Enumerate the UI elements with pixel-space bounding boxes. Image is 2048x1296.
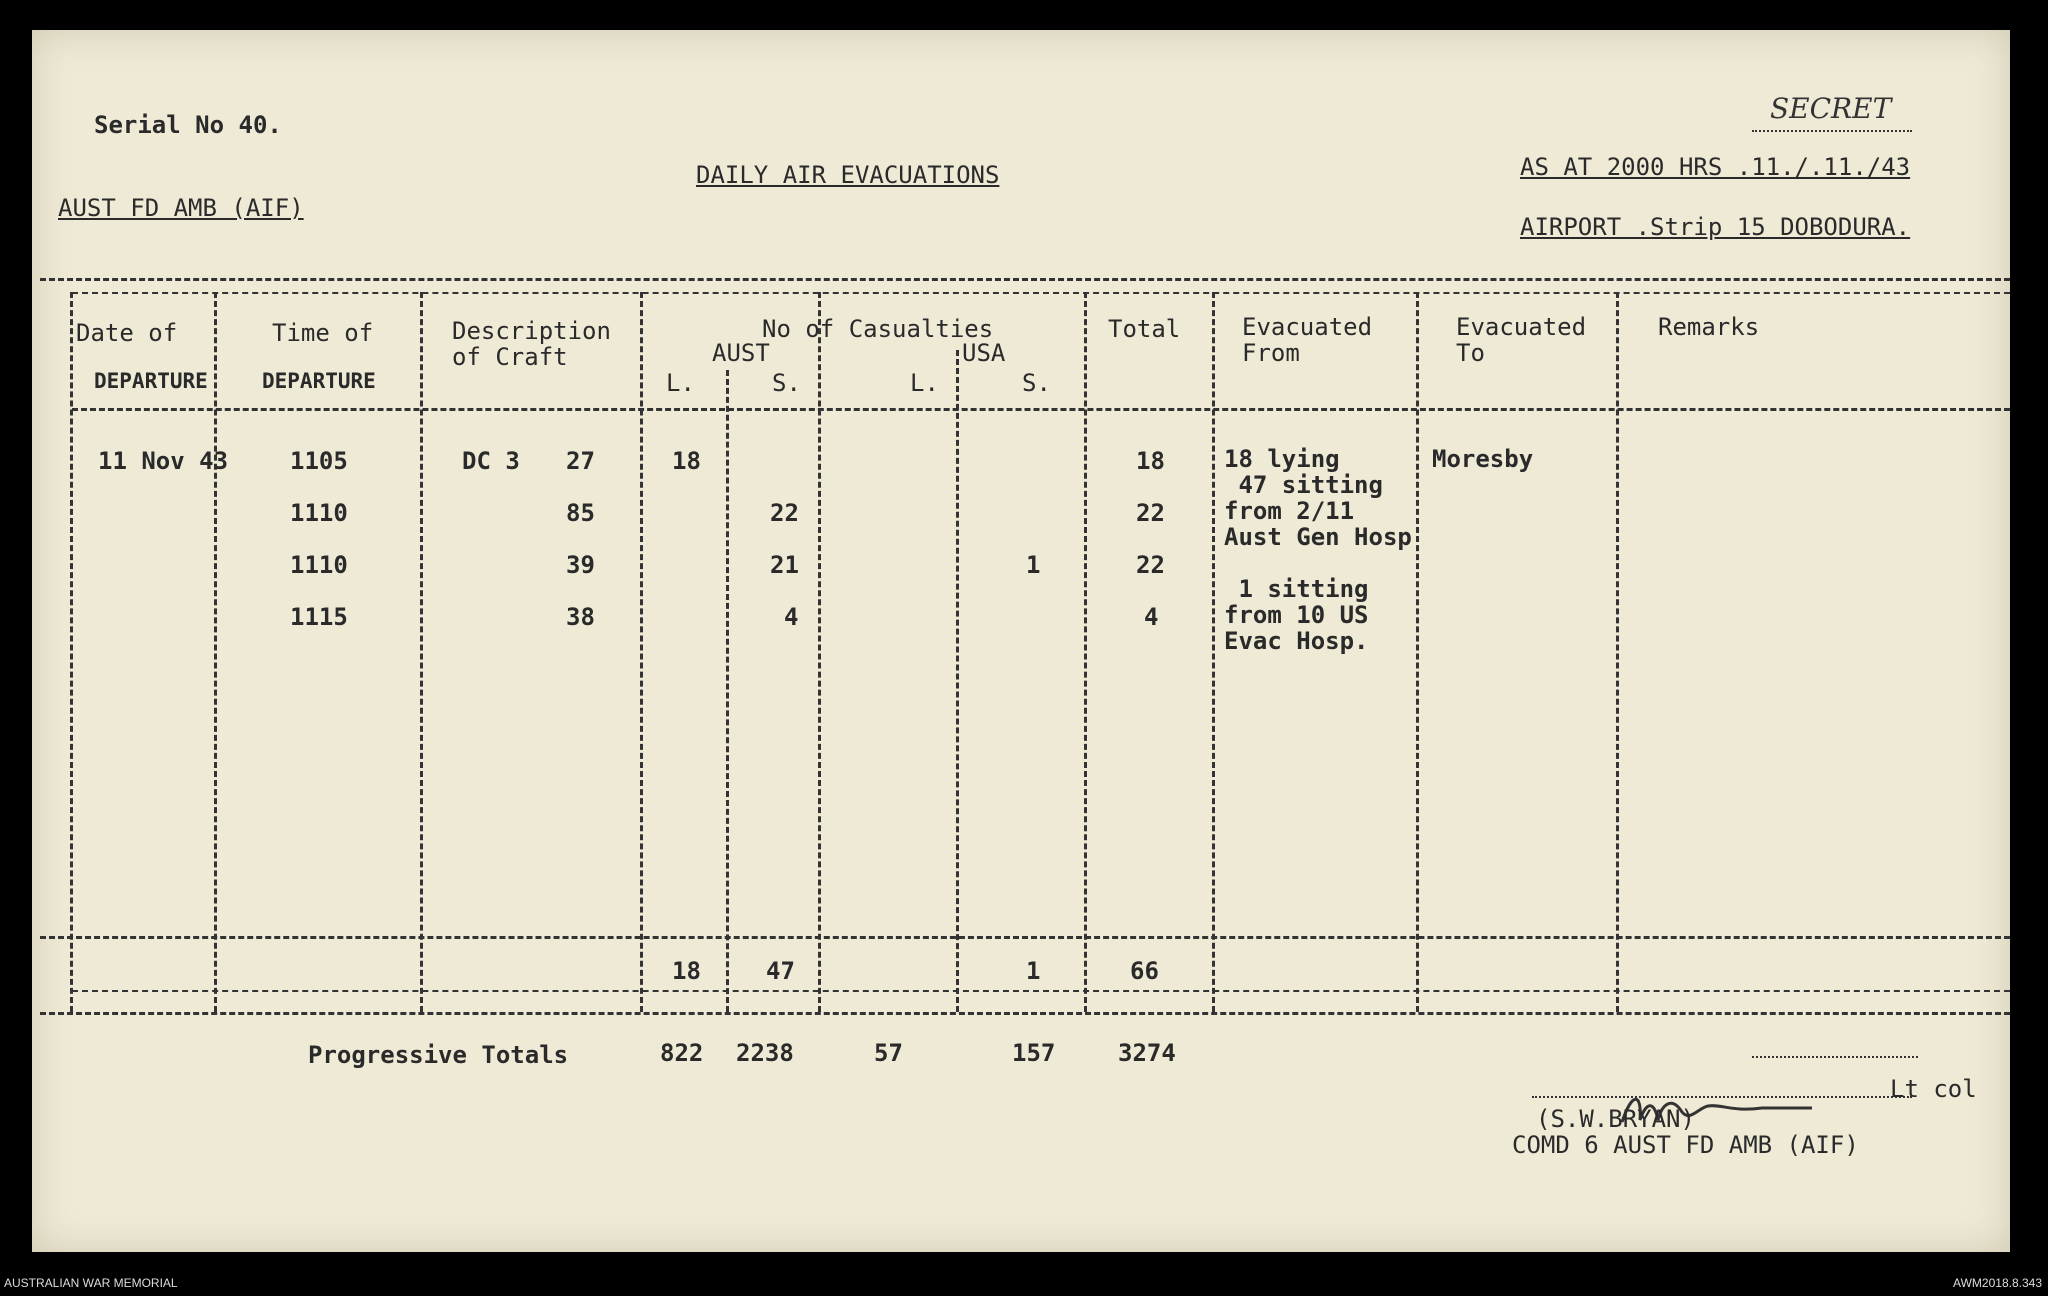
header-aust: AUST: [712, 339, 770, 367]
progressive-label: Progressive Totals: [308, 1041, 569, 1069]
header-remarks: Remarks: [1658, 313, 1760, 341]
secret-stamp: SECRET: [1770, 92, 1892, 125]
header-aust-l: L.: [666, 369, 695, 397]
row4-total: 4: [1144, 603, 1159, 631]
row1-time: 1105: [290, 447, 348, 475]
progressive-total: 3274: [1118, 1039, 1176, 1067]
col-line-aust-s: [818, 292, 821, 1012]
header-time-sub: DEPARTURE: [262, 369, 376, 393]
row3-usa-s: 1: [1026, 551, 1041, 579]
as-at-date: AS AT 2000 HRS .11./.11./43: [1520, 153, 1911, 181]
header-date-sub: DEPARTURE: [94, 369, 208, 393]
document-page: [32, 30, 2010, 1252]
header-date: Date of: [76, 319, 178, 347]
row3-craft-no: 39: [566, 551, 595, 579]
header-aust-s: S.: [772, 369, 801, 397]
col-line-aust-l: [726, 370, 729, 1012]
progressive-usa-l: 57: [874, 1039, 903, 1067]
progressive-usa-s: 157: [1012, 1039, 1056, 1067]
total-usa-s: 1: [1026, 957, 1041, 985]
table-header-top: [72, 292, 2010, 294]
row4-time: 1115: [290, 603, 348, 631]
totals-bottom-1: [72, 990, 2010, 992]
col-line-time: [420, 292, 423, 1012]
footer-accession: AWM2018.8.343: [1953, 1276, 2042, 1290]
header-usa-s: S.: [1022, 369, 1051, 397]
header-casualties: No of Casualties: [762, 315, 994, 343]
row1-total: 18: [1136, 447, 1165, 475]
col-line-date: [214, 292, 217, 1012]
row3-aust-s: 21: [770, 551, 799, 579]
header-time: Time of: [272, 319, 374, 347]
archive-footer: [0, 1270, 2048, 1296]
total-aust-s: 47: [766, 957, 795, 985]
signature-name: (S.W.BRYAN): [1536, 1105, 1695, 1133]
row1-craft-no: 27: [566, 447, 595, 475]
airport-name: AIRPORT .Strip 15 DOBODURA.: [1520, 213, 1911, 241]
footer-source: AUSTRALIAN WAR MEMORIAL: [4, 1276, 178, 1290]
signature-dotted-top: [1752, 1056, 1918, 1058]
header-usa: USA: [962, 339, 1006, 367]
col-line-to: [1616, 292, 1619, 1012]
document-title: DAILY AIR EVACUATIONS: [696, 161, 1000, 189]
col-line-usa-s: [1084, 292, 1087, 1012]
evacuated-to-text: Moresby: [1432, 445, 1534, 473]
col-line-from: [1416, 292, 1419, 1012]
row2-aust-s: 22: [770, 499, 799, 527]
row2-time: 1110: [290, 499, 348, 527]
row2-total: 22: [1136, 499, 1165, 527]
secret-underline: [1752, 130, 1912, 132]
row3-total: 22: [1136, 551, 1165, 579]
row1-date: 11 Nov 43: [98, 447, 229, 475]
header-total: Total: [1108, 315, 1181, 343]
row3-time: 1110: [290, 551, 348, 579]
header-usa-l: L.: [910, 369, 939, 397]
signature-rank: Lt col: [1890, 1075, 1977, 1103]
progressive-aust-l: 822: [660, 1039, 704, 1067]
row4-aust-s: 4: [784, 603, 799, 631]
table-top-rule: [40, 278, 2010, 281]
signature-title: COMD 6 AUST FD AMB (AIF): [1512, 1131, 1859, 1159]
header-description: Description of Craft: [452, 317, 611, 371]
total-aust-l: 18: [672, 957, 701, 985]
col-line-left: [70, 292, 73, 1012]
table-body-bottom: [40, 936, 2010, 939]
total-grand: 66: [1130, 957, 1159, 985]
col-line-total: [1212, 292, 1215, 1012]
evacuated-from-text: 18 lying 47 sitting from 2/11 Aust Gen Hosp 1 sitting from 10 US Evac Hosp.: [1224, 445, 1412, 655]
row4-craft-no: 38: [566, 603, 595, 631]
row1-aust-l: 18: [672, 447, 701, 475]
unit-name: AUST FD AMB (AIF): [58, 194, 304, 222]
row2-craft-no: 85: [566, 499, 595, 527]
header-evacuated-to: Evacuated To: [1456, 313, 1587, 367]
serial-number: Serial No 40.: [94, 111, 282, 139]
row1-craft: DC 3: [462, 447, 520, 475]
totals-bottom-2: [40, 1012, 2010, 1015]
progressive-aust-s: 2238: [736, 1039, 794, 1067]
table-header-bottom: [72, 408, 2010, 411]
col-line-usa-l: [956, 350, 959, 1012]
col-line-desc: [640, 292, 643, 1012]
header-evacuated-from: Evacuated From: [1242, 313, 1373, 367]
